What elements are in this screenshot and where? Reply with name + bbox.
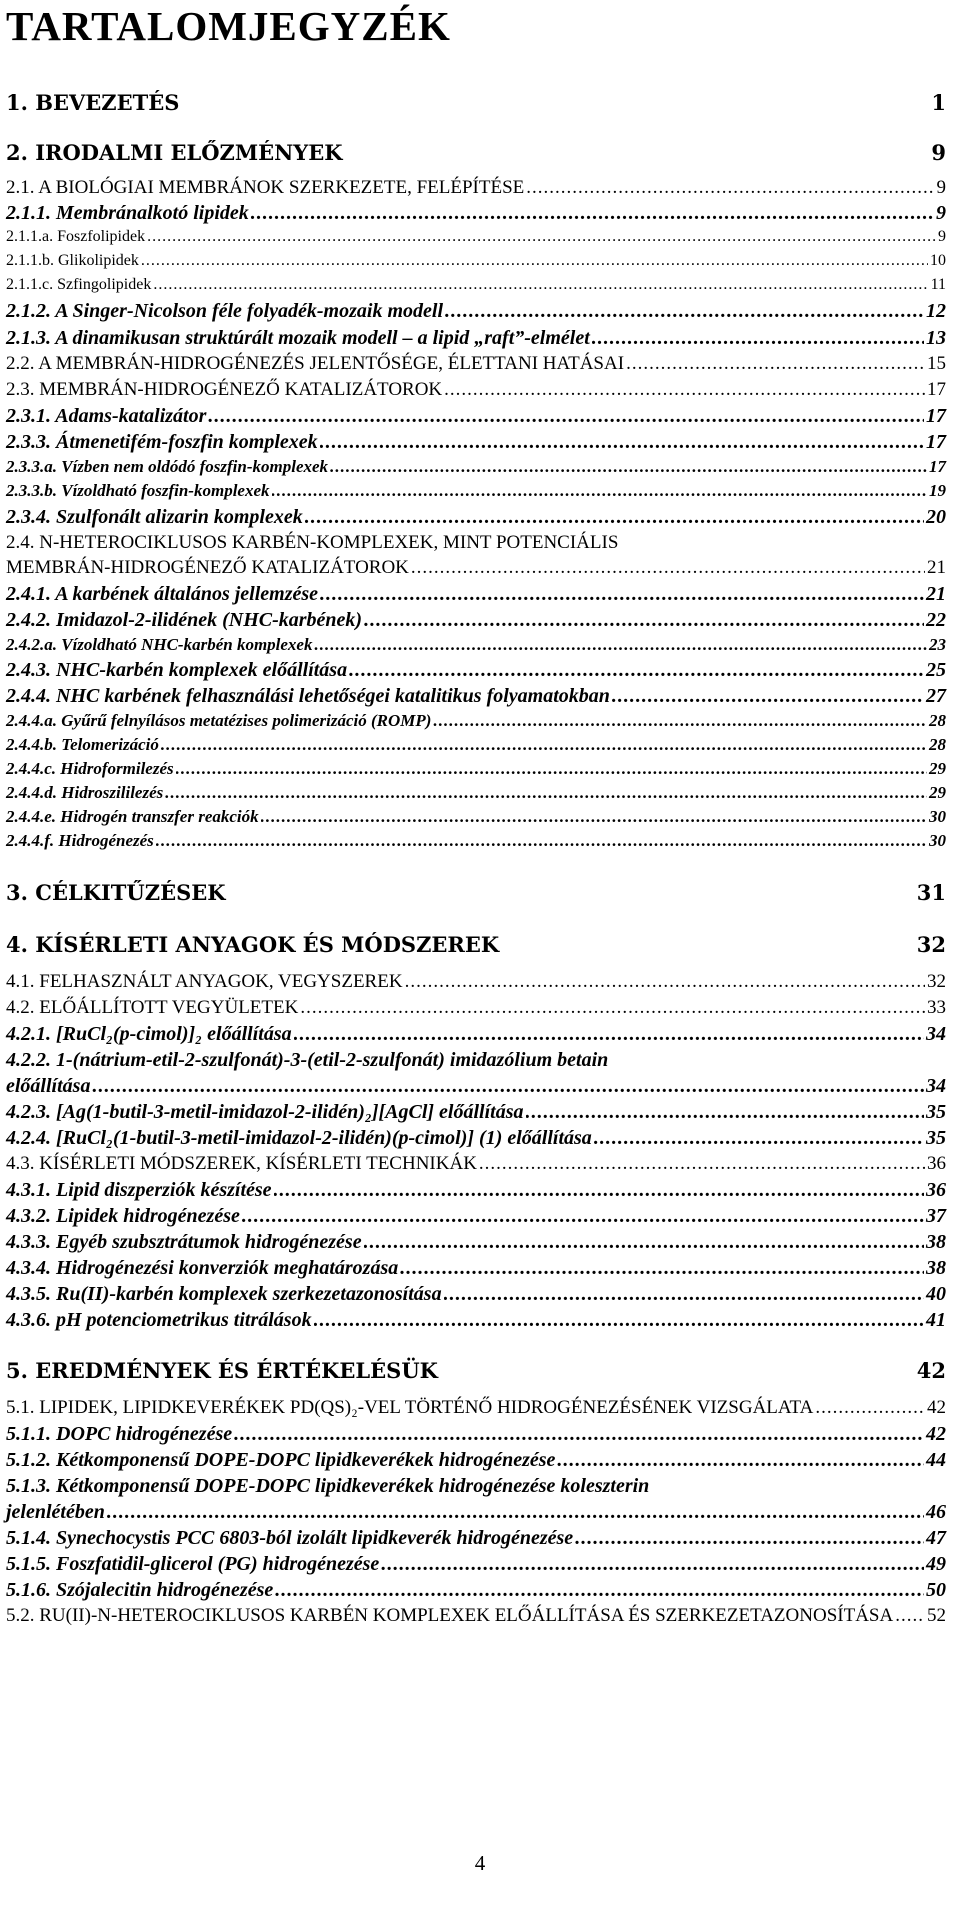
toc-entry-title: 2.1.1. Membránalkotó lipidek (6, 202, 249, 224)
toc-entry-title: 5.1.1. DOPC hidrogénezése (6, 1423, 233, 1445)
toc-leader-dots (594, 1127, 924, 1150)
toc-page-number: 28 (929, 735, 946, 754)
toc-entry-title: 2.3.4. Szulfonált alizarin komplexek (6, 506, 303, 528)
toc-entry-title: 2.4.4.b. Telomerizáció (6, 735, 159, 754)
toc-entry-title: 4.3.3. Egyéb szubsztrátumok hidrogénezése (6, 1231, 362, 1253)
toc-entry (6, 1423, 946, 1446)
toc-leader-dots (444, 379, 925, 401)
toc-page-number: 27 (926, 685, 946, 707)
toc-leader-dots (294, 1023, 924, 1046)
toc-leader-dots (444, 1283, 924, 1306)
toc-page-number: 31 (916, 880, 946, 905)
toc-entry (6, 1283, 946, 1306)
toc-entry-title: 4.3.5. Ru(II)-karbén komplexek szerkezetazonosítása (6, 1283, 442, 1305)
toc-entry (6, 532, 946, 554)
toc-entry (6, 831, 946, 851)
toc-page-number: 41 (926, 1309, 946, 1331)
toc-page-number: 36 (926, 1179, 946, 1201)
toc-page-number: 25 (926, 659, 946, 681)
toc-page-number: 47 (926, 1527, 946, 1549)
toc-chapter-entry (6, 880, 946, 905)
toc-entry-title: 4.3. KÍSÉRLETI MÓDSZEREK, KÍSÉRLETI TECHNIKÁK (6, 1153, 477, 1174)
toc-leader-dots (261, 807, 927, 827)
toc-entry (6, 431, 946, 454)
toc-leader-dots (314, 635, 927, 655)
toc-leader-dots (364, 1231, 924, 1254)
toc-page-number: 15 (927, 353, 946, 374)
toc-entry-title: 4.3.2. Lipidek hidrogénezése (6, 1205, 240, 1227)
toc-chapter-entry (6, 90, 946, 115)
toc-page-number: 19 (929, 481, 946, 500)
toc-leader-dots (242, 1205, 924, 1228)
toc-page-number: 35 (926, 1127, 946, 1149)
toc-page-number: 21 (926, 583, 946, 605)
toc-entry (6, 1205, 946, 1228)
toc-page-number: 36 (927, 1153, 946, 1174)
toc-leader-dots (364, 609, 924, 632)
toc-page-number: 11 (930, 276, 946, 293)
toc-entry (6, 1231, 946, 1254)
toc-entry-title: 4.1. FELHASZNÁLT ANYAGOK, VEGYSZEREK (6, 971, 403, 992)
toc-page-number: 34 (926, 1075, 946, 1097)
toc-entry (6, 276, 946, 294)
toc-page-number: 23 (929, 635, 946, 654)
toc-leader-dots (165, 783, 927, 803)
toc-leader-dots (156, 831, 927, 851)
toc-entry (6, 1127, 946, 1150)
toc-chapter-entry (6, 1358, 946, 1383)
toc-leader-dots (147, 228, 936, 246)
toc-entry (6, 783, 946, 803)
toc-entry-title: 2.4.2. Imidazol-2-ilidének (NHC-karbének) (6, 609, 363, 631)
toc-page-number: 20 (926, 506, 946, 528)
toc-entry-title: 5.1. LIPIDEK, LIPIDKEVERÉKEK PD(QS)₂-VEL TÖRTÉNŐ HIDROGÉNEZÉSÉNEK VIZSGÁLATA (6, 1397, 814, 1418)
toc-leader-dots (526, 177, 934, 199)
toc-entry (6, 971, 946, 993)
toc-entry-title: 4.2.1. [RuCl₂(p-cimol)]₂ előállítása (6, 1023, 292, 1045)
toc-entry (6, 1579, 946, 1602)
toc-entry (6, 1501, 946, 1524)
toc-leader-dots (305, 506, 924, 529)
toc-entry (6, 1553, 946, 1576)
toc-entry-title: előállítása (6, 1075, 91, 1097)
toc-entry (6, 1023, 946, 1046)
toc-page-number: 30 (929, 807, 946, 826)
toc-page-number: 52 (927, 1605, 946, 1626)
toc-page-number: 1 (931, 90, 946, 115)
toc-page-number: 29 (929, 759, 946, 778)
toc-entry-title: 5.2. RU(II)-N-HETEROCIKLUSOS KARBÉN KOMPLEXEK ELŐÁLLÍTÁSA ÉS SZERKEZETAZONOSÍTÁSA (6, 1605, 894, 1626)
toc-page-number: 42 (916, 1358, 946, 1383)
toc-entry-title: 4.2. ELŐÁLLÍTOTT VEGYÜLETEK (6, 997, 299, 1018)
toc-entry-title: 2.4.2.a. Vízoldható NHC-karbén komplexek (6, 635, 313, 654)
toc-entry (6, 1049, 946, 1072)
toc-entry-title: 2.4. N-HETEROCIKLUSOS KARBÉN-KOMPLEXEK, MINT POTENCIÁLIS (6, 532, 619, 553)
toc-entry (6, 1101, 946, 1124)
toc-leader-dots (411, 557, 925, 579)
toc-entry-title: 2.1.1.a. Foszfolipidek (6, 228, 146, 245)
toc-page-number: 42 (927, 1397, 946, 1418)
toc-entry (6, 405, 946, 428)
toc-page-number: 13 (926, 327, 946, 349)
toc-entry (6, 635, 946, 655)
toc-entry-title: jelenlétében (6, 1501, 105, 1523)
toc-page-number: 34 (926, 1023, 946, 1045)
toc-leader-dots (234, 1423, 924, 1446)
toc-entry-title: 2. IRODALMI ELŐZMÉNYEK (6, 140, 343, 165)
toc-leader-dots (433, 711, 927, 731)
toc-entry (6, 506, 946, 529)
toc-page-number: 22 (926, 609, 946, 631)
toc-entry (6, 353, 946, 375)
toc-entry-title: 2.1. A BIOLÓGIAI MEMBRÁNOK SZERKEZETE, FELÉPÍTÉSE (6, 177, 525, 198)
toc-leader-dots (274, 1179, 924, 1202)
toc-leader-dots (208, 405, 924, 428)
toc-page-number: 32 (916, 932, 946, 957)
toc-page-number: 17 (929, 457, 946, 476)
toc-entry (6, 1605, 946, 1627)
toc-entry (6, 583, 946, 606)
toc-page-number: 10 (930, 252, 946, 269)
toc-entry (6, 759, 946, 779)
toc-leader-dots (405, 971, 925, 993)
toc-entry-title: MEMBRÁN-HIDROGÉNEZŐ KATALIZÁTOROK (6, 557, 409, 578)
toc-leader-dots (300, 997, 925, 1019)
toc-entry-title: 4.3.4. Hidrogénezési konverziók meghatározása (6, 1257, 399, 1279)
toc-leader-dots (176, 759, 927, 779)
toc-leader-dots (626, 353, 925, 375)
toc-entry (6, 1179, 946, 1202)
toc-leader-dots (141, 252, 928, 270)
toc-page-number: 32 (927, 971, 946, 992)
toc-entry-title: 2.4.1. A karbének általános jellemzése (6, 583, 319, 605)
toc-entry (6, 735, 946, 755)
toc-entry (6, 807, 946, 827)
toc-leader-dots (330, 457, 927, 477)
toc-page-number: 29 (929, 783, 946, 802)
toc-leader-dots (815, 1397, 925, 1419)
toc-leader-dots (400, 1257, 924, 1280)
toc-page-number: 33 (927, 997, 946, 1018)
toc-page-number: 17 (926, 431, 946, 453)
toc-page-number: 9 (931, 140, 946, 165)
toc-entry (6, 685, 946, 708)
toc-entry (6, 300, 946, 323)
toc-entry (6, 1075, 946, 1098)
toc-entry (6, 327, 946, 350)
toc-entry (6, 1475, 946, 1498)
toc-page-number: 46 (926, 1501, 946, 1523)
toc-entry-title: 4.3.1. Lipid diszperziók készítése (6, 1179, 272, 1201)
toc-entry-title: 2.3.1. Adams-katalizátor (6, 405, 207, 427)
toc-leader-dots (557, 1449, 924, 1472)
toc-page-number: 9 (938, 228, 946, 245)
toc-page-number: 12 (926, 300, 946, 322)
toc-leader-dots (161, 735, 927, 755)
toc-page-number: 17 (926, 405, 946, 427)
toc-leader-dots (107, 1501, 924, 1524)
toc-page-number: 28 (929, 711, 946, 730)
toc-leader-dots (381, 1553, 924, 1576)
toc-leader-dots (592, 327, 924, 350)
toc-entry-title: 5.1.6. Szójalecitin hidrogénezése (6, 1579, 274, 1601)
toc-leader-dots (275, 1579, 924, 1602)
toc-entry-title: 4.2.4. [RuCl₂(1-butil-3-metil-imidazol-2-ilidén)(p-cimol)] (1) előállítása (6, 1127, 592, 1149)
toc-leader-dots (526, 1101, 925, 1124)
toc-entry-title: 2.4.4.f. Hidrogénezés (6, 831, 154, 850)
toc-entry (6, 609, 946, 632)
toc-page-number: 21 (927, 557, 946, 578)
toc-entry-title: 2.1.1.c. Szfingolipidek (6, 276, 152, 293)
toc-entry-title: 3. CÉLKITŰZÉSEK (6, 880, 226, 905)
toc-entry (6, 379, 946, 401)
toc-leader-dots (314, 1309, 924, 1332)
toc-leader-dots (153, 276, 928, 294)
toc-entry-title: 2.3. MEMBRÁN-HIDROGÉNEZŐ KATALIZÁTOROK (6, 379, 443, 400)
toc-entry-title: 5.1.3. Kétkomponensű DOPE-DOPC lipidkeverékek hidrogénezése koleszterin (6, 1475, 650, 1497)
toc-entry-title: 5. EREDMÉNYEK ÉS ÉRTÉKELÉSÜK (6, 1358, 438, 1383)
toc-page-number: 38 (926, 1257, 946, 1279)
toc-page-number: 44 (926, 1449, 946, 1471)
toc-entry (6, 997, 946, 1019)
toc-page-number: 9 (936, 177, 946, 198)
page-title: TARTALOMJEGYZÉK (6, 3, 451, 49)
toc-chapter-entry (6, 140, 946, 165)
toc-entry (6, 1449, 946, 1472)
toc-entry (6, 711, 946, 731)
toc-entry-title: 4.3.6. pH potenciometrikus titrálások (6, 1309, 312, 1331)
toc-entry-title: 4. KÍSÉRLETI ANYAGOK ÉS MÓDSZEREK (6, 932, 500, 957)
toc-entry (6, 1527, 946, 1550)
toc-leader-dots (349, 659, 924, 682)
toc-entry (6, 557, 946, 579)
toc-page-number: 42 (926, 1423, 946, 1445)
toc-leader-dots (320, 431, 924, 454)
toc-entry (6, 1257, 946, 1280)
toc-entry-title: 5.1.4. Synechocystis PCC 6803-ból izolált lipidkeverék hidrogénezése (6, 1527, 574, 1549)
toc-page-number: 40 (926, 1283, 946, 1305)
toc-entry-title: 2.4.4.d. Hidroszililezés (6, 783, 164, 802)
toc-leader-dots (895, 1605, 925, 1627)
toc-page-number: 35 (926, 1101, 946, 1123)
toc-leader-dots (612, 685, 924, 708)
toc-entry-title: 2.3.3.b. Vízoldható foszfin-komplexek (6, 481, 270, 500)
toc-page-number: 50 (926, 1579, 946, 1601)
toc-entry (6, 228, 946, 246)
toc-page-number: 38 (926, 1231, 946, 1253)
toc-entry-title: 2.4.3. NHC-karbén komplexek előállítása (6, 659, 348, 681)
toc-entry-title: 2.1.3. A dinamikusan struktúrált mozaik modell – a lipid „raft”-elmélet (6, 327, 590, 349)
toc-entry (6, 457, 946, 477)
toc-entry (6, 202, 946, 225)
toc-page-number: 49 (926, 1553, 946, 1575)
toc-entry (6, 177, 946, 199)
toc-entry (6, 1397, 946, 1419)
toc-page-number: 17 (927, 379, 946, 400)
toc-entry-title: 2.1.1.b. Glikolipidek (6, 252, 139, 269)
toc-entry-title: 2.1.2. A Singer-Nicolson féle folyadék-mozaik modell (6, 300, 444, 322)
toc-leader-dots (92, 1075, 924, 1098)
toc-entry-title: 5.1.2. Kétkomponensű DOPE-DOPC lipidkeverékek hidrogénezése (6, 1449, 556, 1471)
toc-entry-title: 2.4.4.e. Hidrogén transzfer reakciók (6, 807, 259, 826)
toc-entry (6, 481, 946, 501)
toc-entry-title: 2.4.4. NHC karbének felhasználási lehetőségei katalitikus folyamatokban (6, 685, 610, 707)
toc-entry-title: 2.4.4.a. Gyűrű felnyílásos metatézises polimerizáció (ROMP) (6, 711, 432, 730)
toc-chapter-entry (6, 932, 946, 957)
toc-page-number: 30 (929, 831, 946, 850)
toc-entry (6, 659, 946, 682)
toc-leader-dots (575, 1527, 924, 1550)
toc-entry-title: 5.1.5. Foszfatidil-glicerol (PG) hidrogénezése (6, 1553, 380, 1575)
toc-page-number: 37 (926, 1205, 946, 1227)
toc-leader-dots (479, 1153, 925, 1175)
toc-page-number: 9 (936, 202, 946, 224)
toc-leader-dots (320, 583, 924, 606)
toc-entry-title: 4.2.2. 1-(nátrium-etil-2-szulfonát)-3-(etil-2-szulfonát) imidazólium betain (6, 1049, 609, 1071)
page-number: 4 (474, 1851, 486, 1875)
toc-entry (6, 1153, 946, 1175)
toc-entry-title: 1. BEVEZETÉS (6, 90, 180, 115)
toc-entry-title: 2.3.3. Átmenetifém-foszfin komplexek (6, 431, 318, 453)
toc-leader-dots (445, 300, 924, 323)
toc-leader-dots (272, 481, 927, 501)
toc-entry-title: 2.2. A MEMBRÁN-HIDROGÉNEZÉS JELENTŐSÉGE, ÉLETTANI HATÁSAI (6, 353, 625, 374)
toc-entry (6, 252, 946, 270)
toc-entry (6, 1309, 946, 1332)
toc-leader-dots (251, 202, 934, 225)
toc-entry-title: 2.4.4.c. Hidroformilezés (6, 759, 174, 778)
toc-entry-title: 2.3.3.a. Vízben nem oldódó foszfin-komplexek (6, 457, 329, 476)
toc-entry-title: 4.2.3. [Ag(1-butil-3-metil-imidazol-2-ilidén)₂][AgCl] előállítása (6, 1101, 524, 1123)
